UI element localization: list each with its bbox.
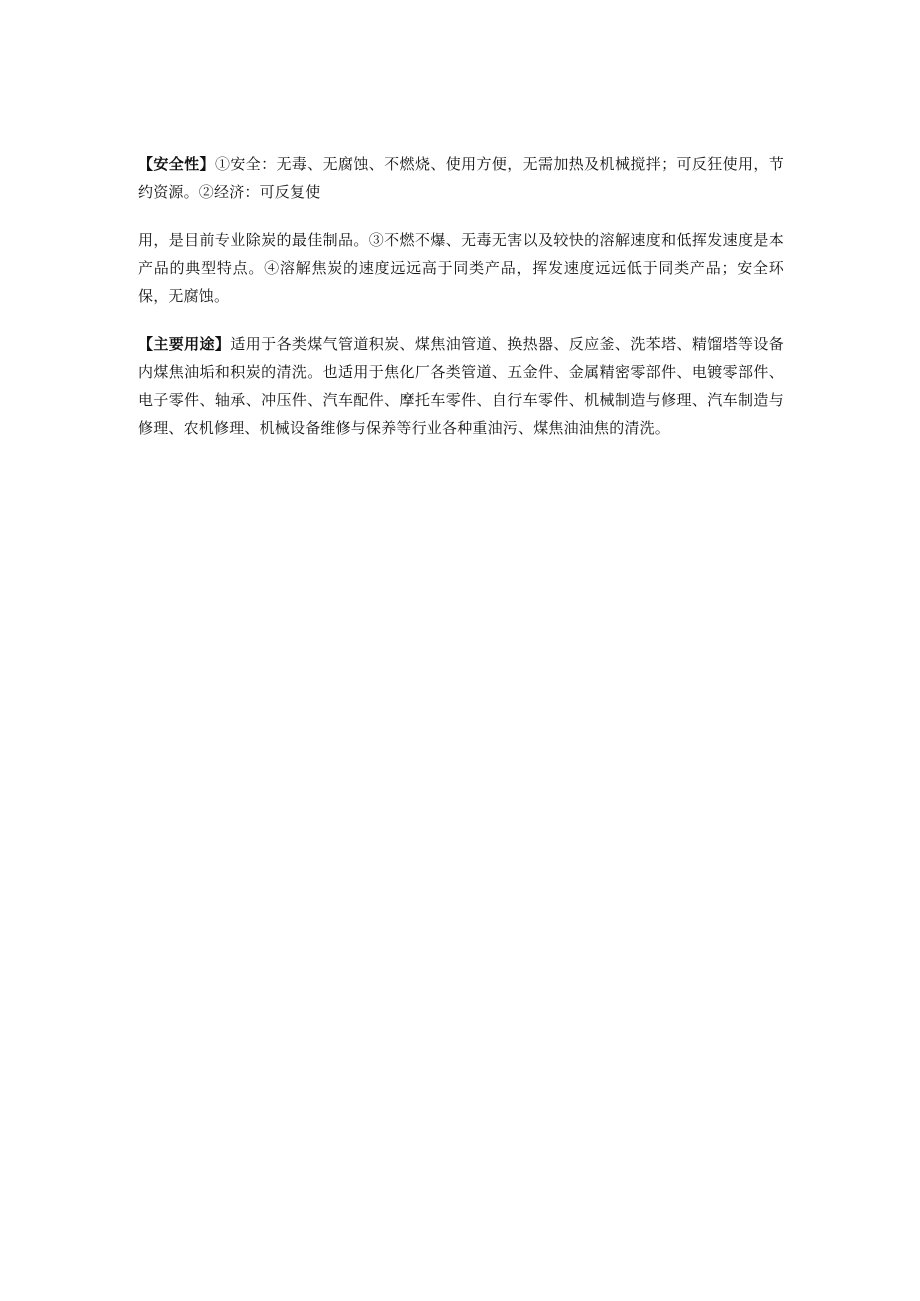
safety-text: ①安全：无毒、无腐蚀、不燃烧、使用方便，无需加热及机械搅拌；可反狂使用，节约资源。②经济：可反复使	[138, 155, 784, 201]
safety-heading: 【安全性】	[138, 155, 215, 173]
main-uses-heading: 【主要用途】	[138, 335, 231, 353]
paragraph-safety-continued	[138, 226, 784, 310]
paragraph-safety	[138, 150, 784, 206]
paragraph-main-uses	[138, 330, 784, 442]
document-body	[138, 150, 784, 442]
safety-continued-text: 用，是目前专业除炭的最佳制品。③不燃不爆、无毒无害以及较快的溶解速度和低挥发速度是本产品的典型特点。④溶解焦炭的速度远远高于同类产品，挥发速度远远低于同类产品；安全环保，无腐蚀。	[138, 231, 784, 305]
main-uses-text: 适用于各类煤气管道积炭、煤焦油管道、换热器、反应釜、洗苯塔、精馏塔等设备内煤焦油垢和积炭的清洗。也适用于焦化厂各类管道、五金件、金属精密零部件、电镀零部件、电子零件、轴承、冲压件、汽车配件、摩托车零件、自行车零件、机械制造与修理、汽车制造与修理、农机修理、机械设备维修与保养等行业各种重油污、煤焦油油焦的清洗。	[138, 335, 784, 437]
